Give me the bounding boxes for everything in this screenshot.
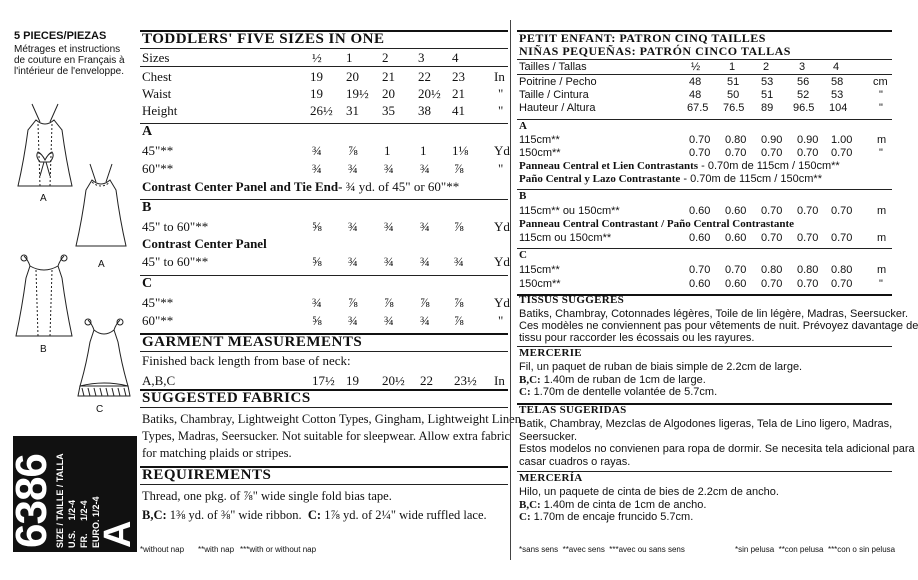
pieces-count: 5 PIECES/PIEZAS	[14, 30, 107, 42]
right-measure-row: Taille / Cintura 48 50 51 52 53 "	[519, 89, 883, 101]
garment-measurements-title: GARMENT MEASUREMENTS	[142, 334, 363, 350]
right-view-a-row: 115cm** 0.70 0.80 0.90 0.90 1.00 m	[519, 134, 887, 146]
merceria-text: Hilo, un paquete de cinta de bies de 2.2cm de ancho. B,C: 1.40m de cinta de 1cm de ancho. C: 1.70m de encaje fruncido 5.7cm.	[519, 486, 779, 523]
view-label: B	[40, 344, 47, 355]
view-c-row: 45"** ¾ ⅞ ⅞ ⅞ ⅞ Yd	[142, 295, 510, 310]
right-view-b-row: 115cm** ou 150cm** 0.60 0.60 0.70 0.70 0.70 m	[519, 205, 887, 217]
size-euro: EURO. 1/2-4	[91, 496, 101, 548]
view-b-contrast: Contrast Center Panel	[142, 236, 267, 251]
right-sizes-row: Tailles / Tallas ½ 1 2 3 4	[519, 61, 840, 73]
view-a-heading: A	[142, 124, 153, 139]
garment-measurements-desc: Finished back length from base of neck:	[142, 353, 351, 368]
tissus-title: TISSUS SUGGÉRÉS	[519, 294, 625, 306]
right-view-a-row: 150cm** 0.70 0.70 0.70 0.70 0.70 "	[519, 147, 883, 159]
view-a-row: 60"** ¾ ¾ ¾ ¾ ⅞ "	[142, 161, 504, 176]
view-c-heading: C	[142, 276, 153, 291]
envelope-note: Métrages et instructions de couture en Français à l'intérieur de l'enveloppe.	[14, 44, 125, 77]
requirements-title: REQUIREMENTS	[142, 467, 272, 483]
view-label: A	[40, 193, 47, 204]
middle-title: TODDLERS' FIVE SIZES IN ONE	[142, 31, 385, 47]
telas-text: Batik, Chambray, Mezclas de Algodones ligeras, Tela de Lino ligero, Madras, Seersucker. Estos modelos no convienen para ropa de dormir. Se necesita tela adicional para casar cuadros o rayas.	[519, 418, 915, 468]
right-view-a-contrast-fr: Panneau Central et Lien Contrastants - 0.70m de 115cm / 150cm**	[519, 160, 840, 172]
size-us: U.S. 1/2-4	[67, 499, 77, 548]
view-a-row: 45"** ¾ ⅞ 1 1 1⅛ Yd	[142, 143, 510, 158]
tissus-text: Batiks, Chambray, Cotonnades légères, Toile de lin légère, Madras, Seersucker. Ces modèles ne conviennent pas pour vêtements de nuit. Prévoyez davantage de tissu pour raccorder les écossais ou les rayures.	[519, 308, 918, 344]
mercerie-text: Fil, un paquet de ruban de biais simple de 2.2cm de large. B,C: 1.40m de ruban de 1cm de large. C: 1.70m de dentelle volantée de 5.7cm.	[519, 361, 803, 398]
pattern-number-badge	[7, 436, 139, 552]
right-measure-row: Hauteur / Altura 67.5 76.5 89 96.5 104 "	[519, 102, 883, 114]
measure-row-height: Height 26½ 31 35 38 41 "	[142, 103, 504, 118]
merceria-title: MERCERÍA	[519, 472, 583, 484]
footnote-fr: *sans sens **avec sens ***avec ou sans sens	[519, 545, 685, 554]
measure-row-chest: Chest 19 20 21 22 23 In	[142, 69, 505, 84]
size-label: SIZE / TAILLE / TALLA	[55, 453, 65, 548]
suggested-fabrics-text: Batiks, Chambray, Lightweight Cotton Types, Gingham, Lightweight Linen Types, Madras, Seersucker. Not suitable for sleepwear. Allow extra fabric for matching plaids or stripes.	[142, 412, 521, 460]
garment-measurements-row: A,B,C 17½ 19 20½ 22 23½ In	[142, 373, 505, 388]
suggested-fabrics-title: SUGGESTED FABRICS	[142, 390, 311, 406]
view-a-back-illustration	[70, 160, 132, 252]
view-b-row: 45" to 60"** ⅝ ¾ ¾ ¾ ⅞ Yd	[142, 219, 510, 234]
right-view-c-row: 115cm** 0.70 0.70 0.80 0.80 0.80 m	[519, 264, 887, 276]
right-title-es: NIÑAS PEQUEÑAS: PATRÓN CINCO TALLAS	[519, 44, 791, 58]
measure-row-waist: Waist 19 19½ 20 20½ 21 "	[142, 86, 504, 101]
view-b-row: 45" to 60"** ⅝ ¾ ¾ ¾ ¾ Yd	[142, 254, 510, 269]
mercerie-title: MERCERIE	[519, 347, 582, 359]
right-view-a-heading: A	[519, 120, 527, 132]
requirements-text: Thread, one pkg. of ⅞" wide single fold bias tape. B,C: 1⅜ yd. of ⅜" wide ribbon. C: 1⅞ yd. of 2¼" wide ruffled lace.	[142, 489, 487, 522]
pattern-number: 6386	[7, 454, 56, 548]
size-fr: FR. 1/2-4	[79, 500, 89, 548]
view-a-contrast: Contrast Center Panel and Tie End- ¾ yd. of 45" or 60"**	[142, 179, 460, 194]
sizes-row: Sizes ½ 1 2 3 4	[142, 50, 459, 65]
right-view-b-contrast: Panneau Central Contrastant / Paño Central Contrastante	[519, 218, 794, 230]
size-letter: A	[97, 520, 139, 548]
right-view-b-row: 115cm ou 150cm** 0.60 0.60 0.70 0.70 0.70 m	[519, 232, 887, 244]
right-view-a-contrast-es: Paño Central y Lazo Contrastante - 0.70m de 115cm / 150cm**	[519, 173, 822, 185]
footnote: *without nap	[140, 545, 185, 554]
view-b-illustration	[10, 252, 78, 342]
right-title-fr: PETIT ENFANT: PATRON CINQ TAILLES	[519, 31, 766, 45]
view-b-heading: B	[142, 200, 152, 215]
right-view-c-heading: C	[519, 249, 527, 261]
view-label: C	[96, 404, 104, 415]
view-label: A	[98, 259, 105, 270]
right-view-b-heading: B	[519, 190, 527, 202]
view-c-illustration	[72, 316, 136, 404]
footnote: ***with or without nap	[240, 545, 317, 554]
right-view-c-row: 150cm** 0.60 0.60 0.70 0.70 0.70 "	[519, 278, 883, 290]
telas-title: TELAS SUGERIDAS	[519, 404, 627, 416]
view-c-row: 60"** ⅝ ¾ ¾ ¾ ⅞ "	[142, 313, 504, 328]
footnote: **with nap	[198, 545, 235, 554]
right-measure-row: Poitrine / Pecho 48 51 53 56 58 cm	[519, 76, 888, 88]
footnote-es: *sin pelusa **con pelusa ***con o sin pelusa	[735, 545, 896, 554]
